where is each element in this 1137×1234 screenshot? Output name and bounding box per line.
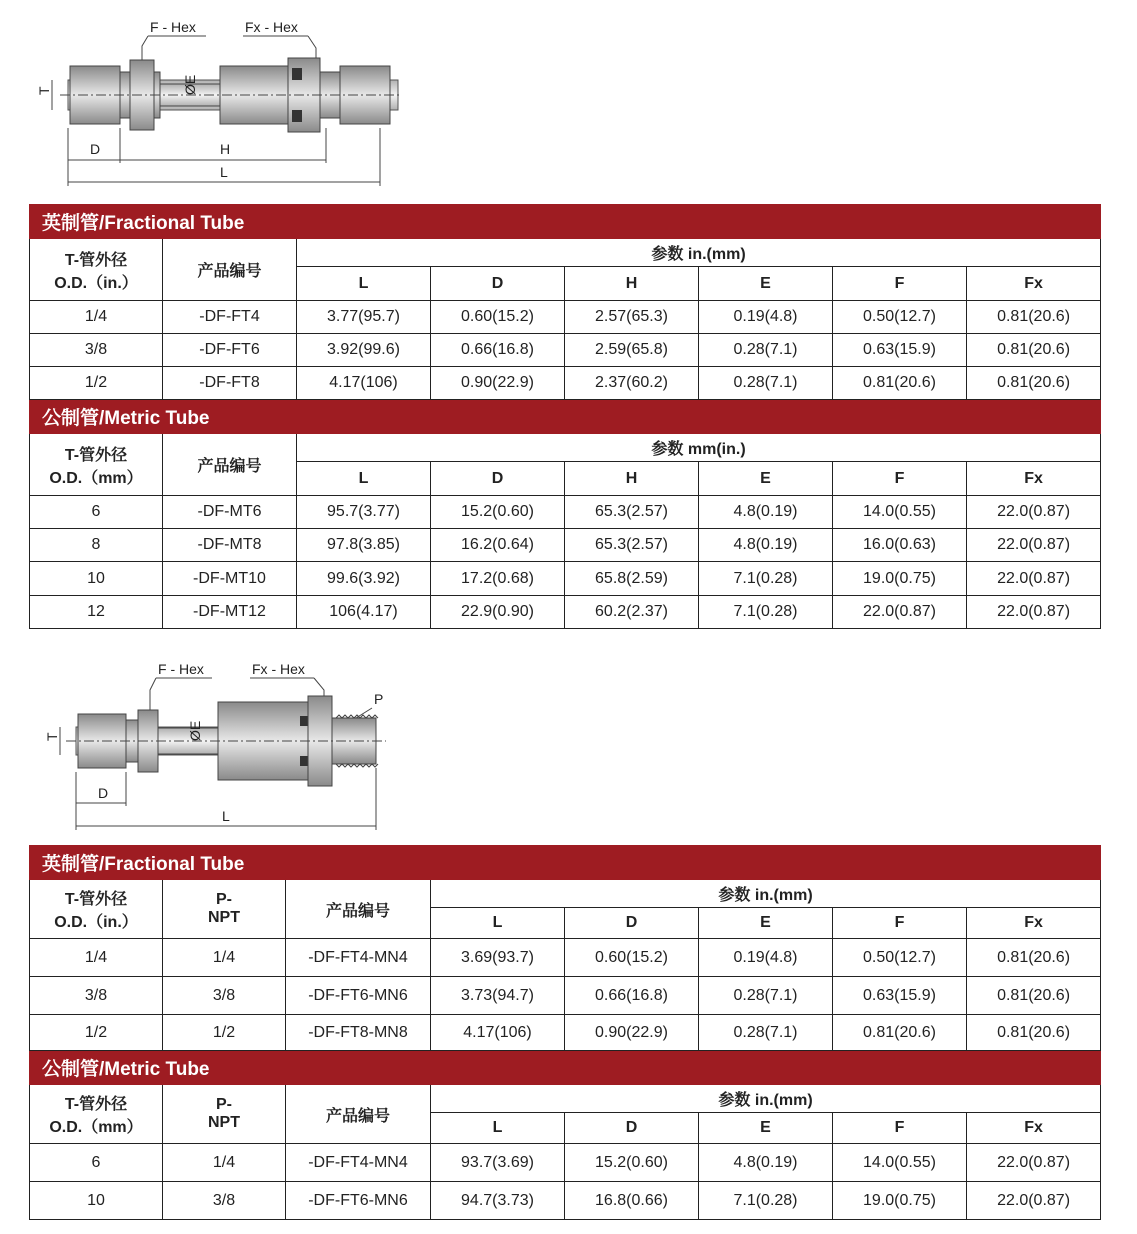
dim-d-label: D [98,785,109,801]
header-params: 参数 in.(mm) [431,1085,1101,1113]
table-row: 10 -DF-MT10 99.6(3.92) 17.2(0.68) 65.8(2.59) 7.1(0.28) 19.0(0.75) 22.0(0.87) [30,562,1101,596]
header-od: T-管外径 O.D.（mm） [30,1085,163,1144]
dim-l-label: L [222,808,230,824]
header-part: 产品编号 [286,880,431,939]
table-union-dimensions [29,204,1101,629]
header-params: 参数 in.(mm) [297,239,1101,267]
fx-hex-label: Fx - Hex [245,19,298,35]
header-od: T-管外径 O.D.（in.） [30,239,163,301]
header-columns: L D E F Fx [30,1113,1101,1144]
header-part: 产品编号 [163,239,297,301]
fx-hex-label: Fx - Hex [252,661,305,677]
header-columns: L D H E F Fx [30,267,1101,301]
dim-t-label: T [36,86,52,95]
banner-fractional: 英制管/Fractional Tube [30,846,1101,880]
table-row: 1/4 1/4 -DF-FT4-MN4 3.69(93.7) 0.60(15.2) 0.19(4.8) 0.50(12.7) 0.81(20.6) [30,939,1101,977]
header-p-npt: P- NPT [163,1085,286,1144]
f-hex-label: F - Hex [158,661,204,677]
table-row: 3/8 -DF-FT6 3.92(99.6) 0.66(16.8) 2.59(65.8) 0.28(7.1) 0.63(15.9) 0.81(20.6) [30,334,1101,367]
banner-metric: 公制管/Metric Tube [30,400,1101,434]
table-row: 12 -DF-MT12 106(4.17) 22.9(0.90) 60.2(2.37) 7.1(0.28) 22.0(0.87) 22.0(0.87) [30,596,1101,629]
dim-e-label: ØE [187,720,203,741]
header-part: 产品编号 [163,434,297,496]
banner-metric: 公制管/Metric Tube [30,1051,1101,1085]
dim-t-label: T [44,732,60,741]
fitting-diagram-union [30,8,410,198]
table-row: 1/4 -DF-FT4 3.77(95.7) 0.60(15.2) 2.57(65.3) 0.19(4.8) 0.50(12.7) 0.81(20.6) [30,301,1101,334]
table-row: 6 -DF-MT6 95.7(3.77) 15.2(0.60) 65.3(2.57) 4.8(0.19) 14.0(0.55) 22.0(0.87) [30,496,1101,529]
header-part: 产品编号 [286,1085,431,1144]
table-row: 1/2 1/2 -DF-FT8-MN8 4.17(106) 0.90(22.9) 0.28(7.1) 0.81(20.6) 0.81(20.6) [30,1015,1101,1051]
fitting-diagram-male-connector [40,650,400,835]
dim-h-label: H [220,141,231,157]
table-row: 8 -DF-MT8 97.8(3.85) 16.2(0.64) 65.3(2.57) 4.8(0.19) 16.0(0.63) 22.0(0.87) [30,529,1101,562]
header-od: T-管外径 O.D.（mm） [30,434,163,496]
dim-l-label: L [220,164,228,180]
table-male-connector-dimensions [29,845,1101,1220]
header-columns: L D H E F Fx [30,462,1101,496]
table-row: 6 1/4 -DF-FT4-MN4 93.7(3.69) 15.2(0.60) 4.8(0.19) 14.0(0.55) 22.0(0.87) [30,1144,1101,1182]
header-params: 参数 mm(in.) [297,434,1101,462]
table-row: 10 3/8 -DF-FT6-MN6 94.7(3.73) 16.8(0.66) 7.1(0.28) 19.0(0.75) 22.0(0.87) [30,1182,1101,1220]
f-hex-label: F - Hex [150,19,196,35]
dim-d-label: D [90,141,101,157]
dim-e-label: ØE [182,74,198,95]
table-row: 1/2 -DF-FT8 4.17(106) 0.90(22.9) 2.37(60.2) 0.28(7.1) 0.81(20.6) 0.81(20.6) [30,367,1101,400]
banner-fractional: 英制管/Fractional Tube [30,205,1101,239]
header-od: T-管外径 O.D.（in.） [30,880,163,939]
p-label: P [374,691,384,707]
header-p-npt: P- NPT [163,880,286,939]
header-params: 参数 in.(mm) [431,880,1101,908]
header-columns: L D E F Fx [30,908,1101,939]
table-row: 3/8 3/8 -DF-FT6-MN6 3.73(94.7) 0.66(16.8) 0.28(7.1) 0.63(15.9) 0.81(20.6) [30,977,1101,1015]
